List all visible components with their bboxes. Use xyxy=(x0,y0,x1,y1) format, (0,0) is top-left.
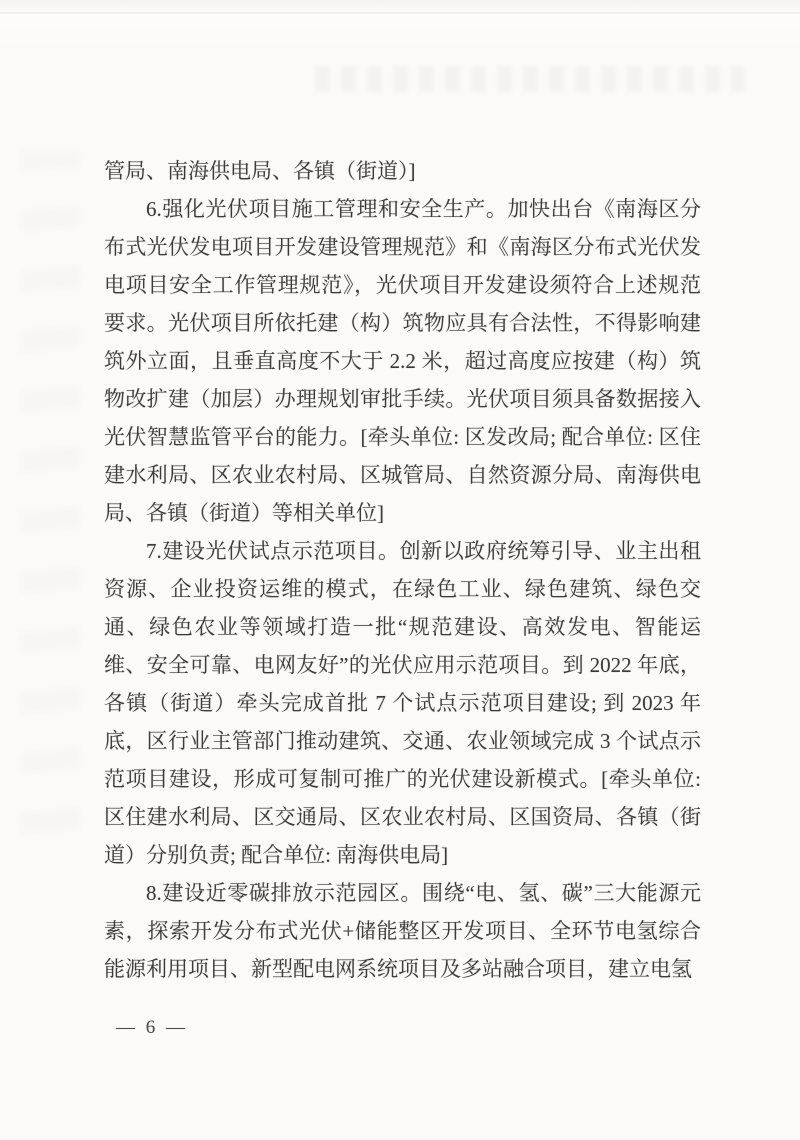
bleedthrough-artifact xyxy=(315,66,745,92)
document-body xyxy=(104,152,701,988)
scan-top-edge xyxy=(0,12,800,14)
paragraph-item-8: 8.建设近零碳排放示范园区。围绕“电、氢、碳”三大能源元素，探索开发分布式光伏+储能整区开发项目、全环节电氢综合能源利用项目、新型配电网系统项目及多站融合项目，建立电氢 xyxy=(104,881,701,981)
paragraph-continuation: 管局、南海供电局、各镇（街道）] xyxy=(104,159,416,183)
page-number: — 6 — xyxy=(116,1017,188,1038)
bleedthrough-artifact-left xyxy=(20,150,80,850)
paragraph-item-7: 7.建设光伏试点示范项目。创新以政府统筹引导、业主出租资源、企业投资运维的模式，在绿色工业、绿色建筑、绿色交通、绿色农业等领域打造一批“规范建设、高效发电、智能运维、安全可靠、电网友好”的光伏应用示范项目。到 2022 年底，各镇（街道）牵头完成首批 7 个试点示范项目建设; 到 2023 年底，区行业主管部门推动建筑、交通、农业领域完成 3 个试点示范项目建设，形成可复制可推广的光伏建设新模式。[牵头单位:区住建水利局、区交通局、区农业农村局、区国资局、各镇（街道）分别负责; 配合单位: 南海供电局] xyxy=(104,539,701,867)
paragraph-item-6: 6.强化光伏项目施工管理和安全生产。加快出台《南海区分布式光伏发电项目开发建设管理规范》和《南海区分布式光伏发电项目安全工作管理规范》，光伏项目开发建设须符合上述规范要求。光伏项目所依托建（构）筑物应具有合法性，不得影响建筑外立面，且垂直高度不大于 2.2 米，超过高度应按建（构）筑物改扩建（加层）办理规划审批手续。光伏项目须具备数据接入光伏智慧监管平台的能力。[牵头单位: 区发改局; 配合单位: 区住建水利局、区农业农村局、区城管局、自然资源分局、南海供电局、各镇（街道）等相关单位] xyxy=(104,197,701,525)
